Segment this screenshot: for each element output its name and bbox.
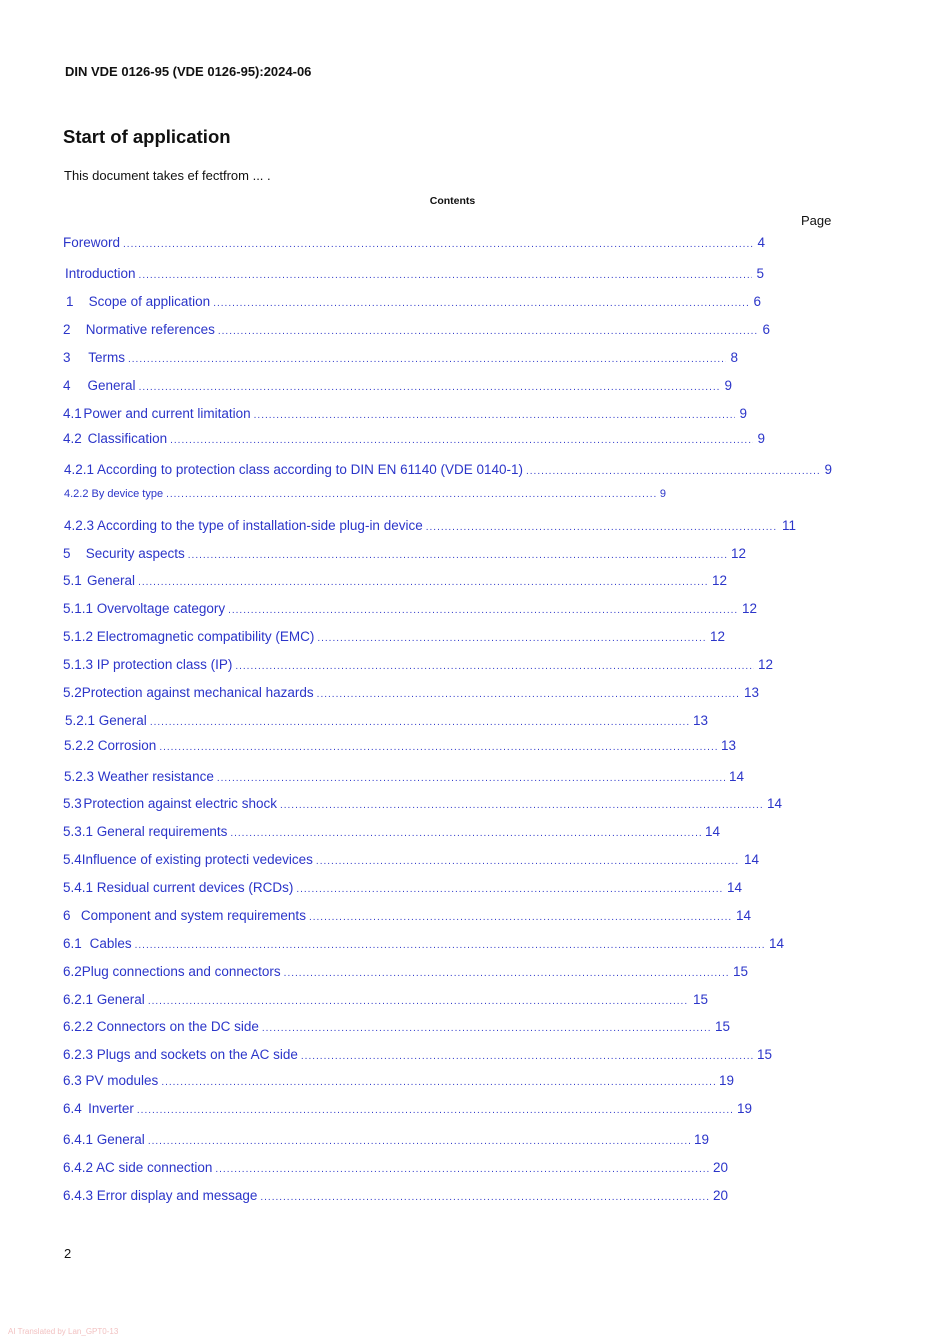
- toc-dot-leader: [166, 489, 656, 500]
- toc-entry[interactable]: [63, 1101, 752, 1119]
- toc-entry-number: 4.2: [63, 431, 82, 446]
- toc-entry-title: 5.2.1 General: [65, 713, 147, 728]
- toc-entry[interactable]: [63, 1132, 709, 1150]
- toc-entry-page: 9: [659, 488, 666, 500]
- toc-entry-number: 5.2: [63, 685, 82, 700]
- toc-entry[interactable]: [63, 546, 746, 564]
- toc-entry-page: 14: [766, 796, 782, 811]
- toc-entry-page: 6: [753, 294, 761, 309]
- toc-dot-leader: [128, 354, 727, 365]
- toc-entry[interactable]: [63, 431, 765, 449]
- toc-entry-page: 14: [728, 769, 744, 784]
- toc-entry-number: 5.3: [63, 796, 82, 811]
- toc-dot-leader: [230, 828, 701, 839]
- toc-entry-number: 4.1: [63, 406, 82, 421]
- toc-dot-leader: [296, 884, 723, 895]
- toc-dot-leader: [159, 742, 717, 753]
- toc-entry-page: 4: [757, 235, 765, 250]
- toc-entry-page: 9: [739, 406, 747, 421]
- toc-entry[interactable]: [63, 601, 757, 619]
- toc-entry[interactable]: [63, 378, 732, 396]
- toc-entry-number: 4: [63, 378, 71, 393]
- contents-heading: Contents: [429, 195, 476, 207]
- toc-entry-page: 6: [762, 322, 770, 337]
- document-id: DIN VDE 0126-95 (VDE 0126-95):2024-06: [65, 64, 312, 79]
- toc-entry-title: 5.3.1 General requirements: [63, 824, 228, 839]
- toc-entry[interactable]: [63, 1073, 734, 1091]
- toc-entry[interactable]: [63, 880, 742, 898]
- toc-entry-page: 9: [724, 378, 732, 393]
- toc-dot-leader: [139, 270, 753, 281]
- toc-entry-title: 5.2.2 Corrosion: [64, 738, 157, 753]
- toc-entry-title: 6.2.3 Plugs and sockets on the AC side: [63, 1047, 298, 1062]
- toc-entry[interactable]: [63, 1047, 772, 1065]
- toc-entry[interactable]: [63, 992, 708, 1010]
- toc-entry-page: 11: [781, 518, 796, 533]
- toc-entry-title: Scope of application: [88, 294, 211, 309]
- toc-entry[interactable]: [64, 769, 744, 787]
- toc-entry[interactable]: [63, 629, 725, 647]
- toc-entry[interactable]: [63, 1019, 730, 1037]
- toc-dot-leader: [316, 856, 740, 867]
- toc-entry-title: Classification: [87, 431, 168, 446]
- toc-dot-leader: [317, 633, 706, 644]
- toc-entry-page: 12: [730, 546, 746, 561]
- toc-entry-number: 3: [63, 350, 71, 365]
- toc-entry-title: Protection against electric shock: [83, 796, 277, 811]
- toc-entry-title: 6.2.2 Connectors on the DC side: [63, 1019, 259, 1034]
- toc-entry-number: 5.1: [63, 573, 82, 588]
- toc-entry-title: General: [87, 573, 136, 588]
- toc-entry[interactable]: [63, 964, 748, 982]
- toc-entry-number: 5.4: [63, 852, 82, 867]
- toc-entry-title: 5.2.3 Weather resistance: [64, 769, 214, 784]
- toc-entry-page: 12: [757, 657, 773, 672]
- toc-entry[interactable]: [65, 266, 764, 284]
- toc-entry-title: Plug connections and connectors: [81, 964, 281, 979]
- toc-entry[interactable]: [63, 796, 782, 814]
- toc-dot-leader: [301, 1051, 753, 1062]
- page-number: 2: [64, 1246, 72, 1261]
- toc-entry-title: Influence of existing protecti vedevices: [81, 852, 313, 867]
- toc-entry-title: Power and current limitation: [83, 406, 251, 421]
- toc-entry-page: 14: [768, 936, 784, 951]
- toc-dot-leader: [254, 410, 736, 421]
- toc-dot-leader: [317, 689, 740, 700]
- toc-entry-page: 15: [714, 1019, 730, 1034]
- toc-entry[interactable]: [63, 936, 784, 954]
- toc-entry-title: 5.4.1 Residual current devices (RCDs): [63, 880, 294, 895]
- toc-entry[interactable]: [63, 573, 727, 591]
- toc-entry-title: 6.2.1 General: [63, 992, 145, 1007]
- toc-dot-leader: [280, 800, 763, 811]
- toc-entry[interactable]: [64, 488, 666, 506]
- toc-dot-leader: [218, 326, 759, 337]
- toc-entry-title: 4.2.3 According to the type of installation-side plug-in device: [64, 518, 423, 533]
- toc-entry-title: 5.1.3 IP protection class (IP): [63, 657, 233, 672]
- toc-entry[interactable]: [63, 1188, 728, 1206]
- toc-entry-page: 19: [693, 1132, 709, 1147]
- toc-entry-title: General: [87, 378, 136, 393]
- toc-entry-title: Normative references: [85, 322, 215, 337]
- toc-dot-leader: [137, 1105, 733, 1116]
- toc-entry-title: 6.4.3 Error display and message: [63, 1188, 258, 1203]
- toc-entry-title: Inverter: [88, 1101, 134, 1116]
- toc-entry-page: 20: [712, 1188, 728, 1203]
- toc-entry-number: 6.1: [63, 936, 82, 951]
- toc-dot-leader: [228, 605, 738, 616]
- section-title: Start of application: [63, 126, 231, 147]
- toc-entry[interactable]: [63, 235, 765, 253]
- toc-entry[interactable]: [63, 657, 773, 675]
- toc-dot-leader: [135, 940, 765, 951]
- toc-dot-leader: [150, 717, 689, 728]
- toc-entry-page: 12: [741, 601, 757, 616]
- toc-entry[interactable]: [63, 824, 720, 842]
- toc-entry-page: 13: [720, 738, 736, 753]
- toc-dot-leader: [284, 968, 729, 979]
- toc-dot-leader: [213, 298, 749, 309]
- page-column-heading: Page: [801, 213, 832, 228]
- toc-entry-title: Foreword: [63, 235, 121, 250]
- toc-entry-page: 9: [824, 462, 832, 477]
- toc-entry-title: 6.3 PV modules: [63, 1073, 159, 1088]
- toc-entry[interactable]: [63, 406, 747, 424]
- toc-entry-page: 15: [692, 992, 708, 1007]
- toc-entry[interactable]: [63, 685, 759, 703]
- toc-entry[interactable]: [66, 294, 761, 312]
- toc-entry-title: Component and system requirements: [80, 908, 306, 923]
- toc-entry-page: 13: [743, 685, 759, 700]
- toc-entry-title: Terms: [88, 350, 125, 365]
- toc-entry-title: 5.1.2 Electromagnetic compatibility (EMC): [63, 629, 315, 644]
- toc-entry-page: 8: [730, 350, 738, 365]
- toc-entry-number: 6.4: [63, 1101, 82, 1116]
- toc-entry[interactable]: [63, 322, 770, 340]
- toc-entry-title: 4.2.1 According to protection class according to DIN EN 61140 (VDE 0140-1): [64, 462, 523, 477]
- toc-dot-leader: [235, 661, 754, 672]
- toc-dot-leader: [148, 1136, 690, 1147]
- toc-entry-page: 15: [756, 1047, 772, 1062]
- toc-entry[interactable]: [65, 713, 708, 731]
- toc-entry-number: 2: [63, 322, 71, 337]
- toc-entry-title: 6.4.1 General: [63, 1132, 145, 1147]
- toc-dot-leader: [260, 1192, 709, 1203]
- toc-dot-leader: [262, 1023, 711, 1034]
- toc-dot-leader: [426, 522, 778, 533]
- toc-entry-number: 5: [63, 546, 71, 561]
- toc-entry-page: 12: [709, 629, 725, 644]
- toc-entry-page: 14: [726, 880, 742, 895]
- toc-dot-leader: [138, 577, 708, 588]
- toc-dot-leader: [215, 1164, 709, 1175]
- toc-entry-page: 19: [736, 1101, 752, 1116]
- toc-dot-leader: [148, 996, 689, 1007]
- toc-entry-page: 12: [711, 573, 727, 588]
- toc-dot-leader: [123, 239, 753, 250]
- toc-entry[interactable]: [63, 908, 751, 926]
- footer-watermark: AI Translated by Lan_GPT0-13: [8, 1327, 119, 1336]
- toc-entry-page: 19: [718, 1073, 734, 1088]
- toc-entry[interactable]: [63, 1160, 728, 1178]
- toc-entry-title: Cables: [89, 936, 132, 951]
- toc-entry-page: 20: [712, 1160, 728, 1175]
- toc-dot-leader: [161, 1077, 715, 1088]
- toc-entry-number: 6: [63, 908, 71, 923]
- intro-text: This document takes ef fectfrom ... .: [64, 168, 271, 183]
- toc-entry-number: 6.2: [63, 964, 82, 979]
- toc-entry[interactable]: [64, 738, 736, 756]
- toc-entry-page: 5: [756, 266, 764, 281]
- toc-entry-page: 14: [704, 824, 720, 839]
- toc-dot-leader: [139, 382, 721, 393]
- toc-entry[interactable]: [64, 518, 796, 536]
- toc-entry[interactable]: [63, 852, 759, 870]
- toc-dot-leader: [170, 435, 753, 446]
- toc-dot-leader: [217, 773, 725, 784]
- toc-entry[interactable]: [64, 462, 832, 480]
- toc-entry-page: 13: [692, 713, 708, 728]
- toc-entry-title: 5.1.1 Overvoltage category: [63, 601, 226, 616]
- toc-entry-page: 14: [743, 852, 759, 867]
- toc-entry-title: 4.2.2 By device type: [64, 488, 164, 500]
- toc-entry-number: 1: [66, 294, 74, 309]
- toc-entry-page: 15: [732, 964, 748, 979]
- toc-entry-page: 14: [735, 908, 751, 923]
- toc-dot-leader: [309, 912, 732, 923]
- toc-entry-title: Introduction: [65, 266, 136, 281]
- toc-entry-title: 6.4.2 AC side connection: [63, 1160, 213, 1175]
- toc-entry[interactable]: [63, 350, 738, 368]
- toc-dot-leader: [188, 550, 727, 561]
- toc-entry-page: 9: [757, 431, 765, 446]
- toc-dot-leader: [526, 466, 820, 477]
- toc-entry-title: Protection against mechanical hazards: [81, 685, 314, 700]
- toc-entry-title: Security aspects: [85, 546, 185, 561]
